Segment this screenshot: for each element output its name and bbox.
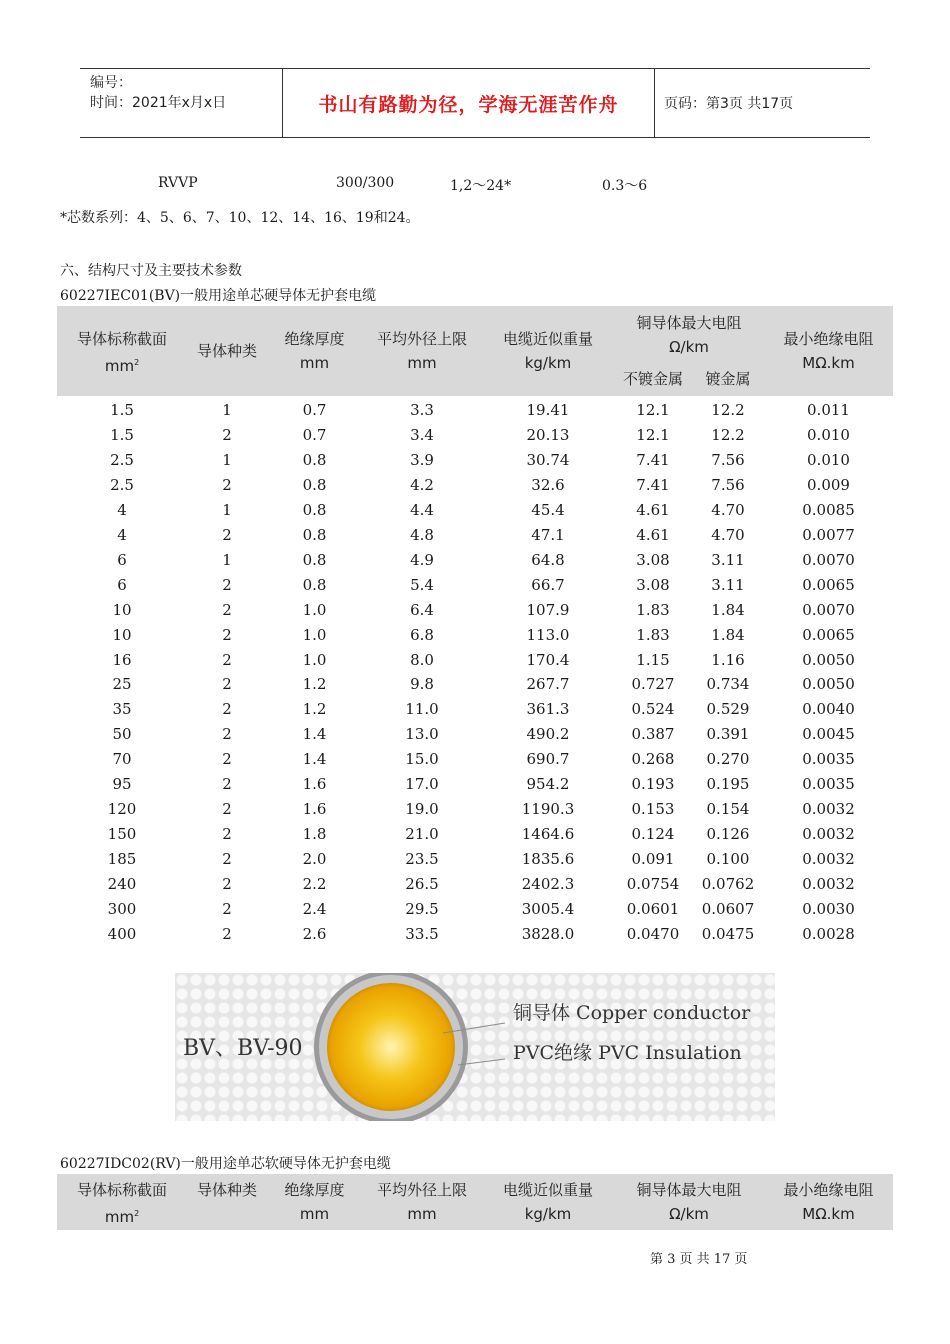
cell-weight: 30.74 (526, 450, 570, 469)
cell-section: 6 (117, 550, 127, 569)
cell-min-insulation: 0.0050 (802, 675, 855, 694)
cell-weight: 66.7 (531, 575, 565, 594)
cell-res-plain: 0.524 (631, 700, 675, 719)
th2-type: 导体种类 (196, 1181, 257, 1199)
cell-min-insulation: 0.011 (807, 401, 850, 419)
cell-min-insulation: 0.0070 (802, 550, 855, 569)
cell-weight: 1464.6 (521, 825, 575, 844)
cell-weight: 107.9 (526, 600, 570, 619)
cell-res-plain: 1.83 (636, 625, 670, 644)
cell-res-plated: 7.56 (711, 475, 745, 494)
cell-res-plain: 0.0470 (626, 924, 680, 943)
cell-min-insulation: 0.0050 (802, 650, 855, 669)
cell-type: 2 (222, 825, 232, 844)
cell-min-insulation: 0.0035 (802, 775, 855, 794)
table2-header (57, 1174, 893, 1230)
cell-res-plated: 0.126 (706, 825, 750, 844)
cell-type: 2 (222, 675, 232, 694)
th2-min-insulation: 最小绝缘电阻 MΩ.km (783, 1181, 874, 1223)
th-insulation: 绝缘厚度 mm (284, 330, 345, 372)
cell-res-plain: 3.08 (636, 575, 670, 594)
cell-diameter: 4.4 (410, 500, 434, 519)
cell-type: 2 (222, 625, 232, 644)
cell-insulation: 1.2 (302, 675, 327, 694)
cell-section: 300 (107, 900, 137, 918)
cell-type: 2 (222, 575, 232, 594)
section-title: 六、结构尺寸及主要技术参数 (60, 263, 242, 279)
cell-insulation: 2.6 (302, 924, 327, 943)
cell-type: 1 (222, 450, 232, 469)
cell-diameter: 5.4 (410, 575, 434, 594)
table-row (57, 623, 893, 648)
cell-weight: 1190.3 (521, 800, 575, 819)
cell-diameter: 15.0 (405, 750, 439, 769)
table-row (57, 498, 893, 523)
cell-diameter: 4.9 (410, 550, 434, 569)
cell-insulation: 1.0 (302, 625, 327, 644)
header-page-info: 页码：第3页 共17页 (664, 96, 794, 112)
cell-weight: 64.8 (531, 550, 565, 569)
cell-insulation: 1.0 (302, 600, 327, 619)
cell-insulation: 1.0 (302, 650, 327, 669)
cell-min-insulation: 0.0028 (802, 924, 855, 943)
table-row (57, 448, 893, 473)
th2-weight: 电缆近似重量 kg/km (502, 1181, 593, 1223)
cell-min-insulation: 0.0040 (802, 700, 855, 719)
cell-section: 2.5 (110, 450, 134, 469)
cell-diameter: 17.0 (405, 775, 439, 794)
cell-res-plated: 1.84 (711, 600, 745, 619)
cell-diameter: 29.5 (405, 900, 439, 918)
cell-section: 400 (107, 924, 137, 943)
cell-res-plain: 12.1 (636, 425, 670, 444)
cell-res-plain: 0.0601 (626, 900, 680, 918)
cell-type: 2 (222, 650, 232, 669)
cell-min-insulation: 0.0032 (802, 875, 855, 894)
cell-res-plain: 0.268 (631, 750, 675, 769)
figure-conductor-label: 铜导体 Copper conductor (513, 1002, 751, 1024)
cell-diameter: 33.5 (405, 924, 439, 943)
copper-conductor (327, 983, 455, 1111)
cell-type: 1 (222, 550, 232, 569)
cell-min-insulation: 0.0085 (802, 500, 855, 519)
cell-res-plated: 0.391 (706, 725, 750, 744)
table-row (57, 672, 893, 697)
cell-type: 2 (222, 800, 232, 819)
cell-res-plated: 0.100 (706, 850, 750, 869)
cell-insulation: 1.4 (302, 750, 327, 769)
table-row (57, 548, 893, 573)
cell-res-plain: 0.727 (631, 675, 675, 694)
cell-insulation: 0.8 (302, 475, 327, 494)
cell-insulation: 1.8 (302, 825, 327, 844)
cell-insulation: 1.6 (302, 800, 327, 819)
cell-res-plated: 0.529 (706, 700, 750, 719)
cell-insulation: 0.7 (302, 401, 327, 419)
th-res-plated: 镀金属 (705, 370, 751, 388)
cell-insulation: 0.8 (302, 500, 327, 519)
table-row (57, 797, 893, 822)
cell-res-plain: 4.61 (636, 500, 670, 519)
table2-caption: 60227IDC02(RV)一般用途单芯软硬导体无护套电缆 (60, 1156, 391, 1172)
footnote: *芯数系列：4、5、6、7、10、12、14、16、19和24。 (60, 210, 420, 226)
cell-weight: 47.1 (531, 525, 565, 544)
cell-res-plated: 3.11 (711, 575, 745, 594)
cell-insulation: 2.4 (302, 900, 327, 918)
cell-insulation: 0.8 (302, 450, 327, 469)
time-label: 时间：2021年x月x日 (90, 95, 227, 111)
figure-insulation-label: PVC绝缘 PVC Insulation (513, 1042, 742, 1064)
cell-type: 2 (222, 700, 232, 719)
cell-section: 35 (112, 700, 132, 719)
cell-section: 95 (112, 775, 132, 794)
table-row (57, 772, 893, 797)
cell-type: 2 (222, 725, 232, 744)
cell-res-plain: 12.1 (636, 401, 670, 419)
cell-weight: 3005.4 (521, 900, 575, 918)
cell-diameter: 4.8 (410, 525, 434, 544)
cable-illustration (175, 973, 775, 1121)
cell-res-plated: 0.0475 (701, 924, 755, 943)
cell-insulation: 1.6 (302, 775, 327, 794)
cable-cross-section (175, 973, 775, 1121)
cell-min-insulation: 0.0045 (802, 725, 855, 744)
cell-min-insulation: 0.0077 (802, 525, 855, 544)
cell-insulation: 1.2 (302, 700, 327, 719)
cell-res-plated: 0.734 (706, 675, 750, 694)
cell-section: 2.5 (110, 475, 134, 494)
cell-res-plain: 7.41 (636, 450, 670, 469)
th2-resistance: 铜导体最大电阻 Ω/km (636, 1181, 742, 1223)
cell-weight: 20.13 (526, 425, 570, 444)
cell-insulation: 0.8 (302, 550, 327, 569)
cell-res-plain: 0.193 (631, 775, 675, 794)
cell-diameter: 9.8 (410, 675, 434, 694)
cell-weight: 2402.3 (521, 875, 575, 894)
cell-insulation: 1.4 (302, 725, 327, 744)
cell-type: 2 (222, 900, 232, 918)
table-row (57, 398, 893, 423)
th-res-plain: 不镀金属 (622, 370, 683, 388)
cell-min-insulation: 0.0032 (802, 850, 855, 869)
cell-type: 1 (222, 401, 232, 419)
cell-section: 50 (112, 725, 132, 744)
th-diameter: 平均外径上限 mm (376, 330, 467, 372)
cell-min-insulation: 0.009 (807, 475, 850, 494)
page-header (80, 68, 870, 138)
cell-res-plated: 4.70 (711, 500, 745, 519)
cell-res-plated: 0.0607 (701, 900, 755, 918)
th-type: 导体种类 (196, 342, 257, 360)
cell-section: 6 (117, 575, 127, 594)
cell-res-plain: 0.0754 (626, 875, 680, 894)
cell-weight: 19.41 (526, 401, 570, 419)
cell-diameter: 13.0 (405, 725, 439, 744)
cell-insulation: 0.8 (302, 575, 327, 594)
cell-diameter: 19.0 (405, 800, 439, 819)
cell-res-plated: 12.2 (711, 401, 745, 419)
table-row (57, 598, 893, 623)
cell-section: 25 (112, 675, 132, 694)
cell-type: 2 (222, 600, 232, 619)
cell-res-plain: 1.15 (636, 650, 670, 669)
cell-min-insulation: 0.010 (807, 425, 850, 444)
cell-weight: 954.2 (526, 775, 570, 794)
th2-section: 导体标称截面 $mm^2$ (76, 1181, 167, 1226)
table-row (57, 897, 893, 922)
cell-section: 4 (117, 500, 127, 519)
page-footer: 第 3 页 共 17 页 (650, 1252, 748, 1267)
cell-diameter: 6.4 (410, 600, 434, 619)
cell-res-plated: 4.70 (711, 525, 745, 544)
cell-section: 4 (117, 525, 127, 544)
cell-section: 10 (112, 625, 132, 644)
cell-section: 1.5 (110, 401, 134, 419)
cell-res-plated: 0.154 (706, 800, 750, 819)
cell-section: 70 (112, 750, 132, 769)
cell-res-plain: 1.83 (636, 600, 670, 619)
cell-res-plain: 0.124 (631, 825, 675, 844)
table-row (57, 423, 893, 448)
cell-res-plain: 0.387 (631, 725, 675, 744)
cell-type: 2 (222, 775, 232, 794)
table-row (57, 697, 893, 722)
cell-weight: 32.6 (531, 475, 565, 494)
table1-caption: 60227IEC01(BV)一般用途单芯硬导体无护套电缆 (60, 288, 377, 304)
cell-weight: 490.2 (526, 725, 570, 744)
cell-type: 2 (222, 924, 232, 943)
cell-weight: 170.4 (526, 650, 570, 669)
rvvp-model: RVVP (158, 175, 198, 191)
cell-weight: 113.0 (526, 625, 570, 644)
cell-min-insulation: 0.0070 (802, 600, 855, 619)
cell-section: 185 (107, 850, 137, 869)
cell-min-insulation: 0.0032 (802, 800, 855, 819)
cell-res-plated: 1.84 (711, 625, 745, 644)
cell-diameter: 3.9 (410, 450, 434, 469)
cell-type: 2 (222, 425, 232, 444)
cell-res-plated: 12.2 (711, 425, 745, 444)
cell-res-plain: 4.61 (636, 525, 670, 544)
cell-type: 2 (222, 475, 232, 494)
cell-diameter: 26.5 (405, 875, 439, 894)
cell-min-insulation: 0.0032 (802, 825, 855, 844)
cell-weight: 267.7 (526, 675, 570, 694)
cell-section: 240 (107, 875, 137, 894)
cell-res-plain: 7.41 (636, 475, 670, 494)
cell-diameter: 3.4 (410, 425, 434, 444)
rvvp-voltage: 300/300 (336, 175, 395, 191)
cell-res-plated: 0.195 (706, 775, 750, 794)
cell-res-plated: 3.11 (711, 550, 745, 569)
rvvp-section: 0.3～6 (602, 178, 648, 194)
table-row (57, 648, 893, 673)
cell-section: 120 (107, 800, 137, 819)
cell-section: 10 (112, 600, 132, 619)
cell-insulation: 2.2 (302, 875, 327, 894)
cell-weight: 3828.0 (521, 924, 575, 943)
table1-header (57, 306, 893, 396)
cell-type: 2 (222, 525, 232, 544)
table-row (57, 523, 893, 548)
th2-diameter: 平均外径上限 mm (376, 1181, 467, 1223)
cell-insulation: 0.7 (302, 425, 327, 444)
table-row (57, 747, 893, 772)
cell-section: 1.5 (110, 425, 134, 444)
th-section: 导体标称截面 $mm^2$ (76, 330, 167, 375)
figure-model-label: BV、BV-90 (183, 1036, 303, 1061)
table-row (57, 573, 893, 598)
code-label: 编号： (90, 75, 132, 91)
cell-weight: 690.7 (526, 750, 570, 769)
rvvp-cores: 1,2～24* (450, 178, 512, 194)
cell-res-plain: 3.08 (636, 550, 670, 569)
cell-res-plated: 0.0762 (701, 875, 755, 894)
cell-diameter: 21.0 (405, 825, 439, 844)
cell-diameter: 8.0 (410, 650, 434, 669)
cell-insulation: 0.8 (302, 525, 327, 544)
cell-diameter: 23.5 (405, 850, 439, 869)
th-min-insulation: 最小绝缘电阻 MΩ.km (783, 330, 874, 372)
cell-diameter: 3.3 (410, 401, 434, 419)
cell-min-insulation: 0.0030 (802, 900, 855, 918)
cell-min-insulation: 0.0065 (802, 575, 855, 594)
cell-res-plated: 0.270 (706, 750, 750, 769)
cell-section: 150 (107, 825, 137, 844)
cell-type: 2 (222, 750, 232, 769)
table-row (57, 722, 893, 747)
cell-insulation: 2.0 (302, 850, 327, 869)
cell-res-plated: 7.56 (711, 450, 745, 469)
cell-section: 16 (112, 650, 132, 669)
cell-res-plated: 1.16 (711, 650, 745, 669)
cell-min-insulation: 0.0035 (802, 750, 855, 769)
cell-type: 2 (222, 875, 232, 894)
cell-min-insulation: 0.010 (807, 450, 850, 469)
cell-diameter: 4.2 (410, 475, 434, 494)
table-row (57, 847, 893, 872)
cell-res-plain: 0.091 (631, 850, 675, 869)
cell-weight: 1835.6 (521, 850, 575, 869)
cell-min-insulation: 0.0065 (802, 625, 855, 644)
cell-weight: 45.4 (531, 500, 565, 519)
table-row (57, 473, 893, 498)
cell-res-plain: 0.153 (631, 800, 675, 819)
table-row (57, 872, 893, 897)
th-resistance: 铜导体最大电阻 Ω/km (636, 314, 742, 356)
header-motto: 书山有路勤为径，学海无涯苦作舟 (318, 93, 619, 116)
table-row (57, 822, 893, 847)
header-meta (90, 73, 226, 113)
cell-diameter: 11.0 (405, 700, 439, 719)
th-weight: 电缆近似重量 kg/km (502, 330, 593, 372)
th2-insulation: 绝缘厚度 mm (284, 1181, 345, 1223)
cell-weight: 361.3 (526, 700, 570, 719)
header-divider (654, 69, 655, 137)
cell-type: 2 (222, 850, 232, 869)
cell-diameter: 6.8 (410, 625, 434, 644)
table-row (57, 922, 893, 947)
cell-type: 1 (222, 500, 232, 519)
